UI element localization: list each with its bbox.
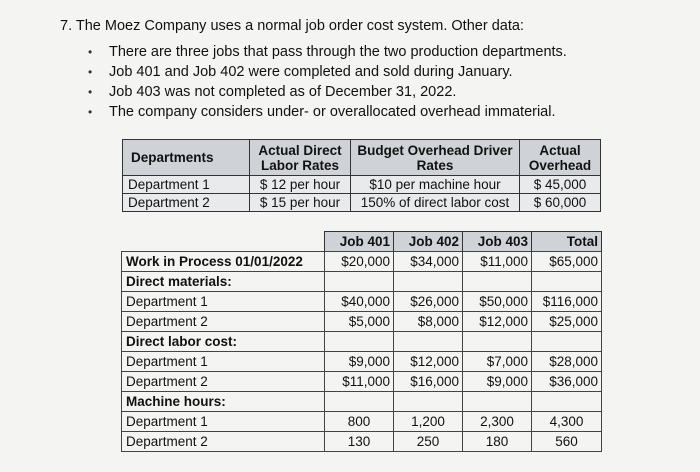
cell: $7,000 — [463, 352, 532, 372]
col-header-actual-overhead: Actual Overhead — [520, 140, 601, 176]
col-header-job-401: Job 401 — [325, 232, 394, 252]
table-row — [122, 292, 602, 312]
cell: 4,300 — [532, 412, 602, 432]
row-label: Department 1 — [122, 292, 325, 312]
row-label: Department 1 — [122, 412, 325, 432]
cell: $10 per machine hour — [351, 176, 520, 194]
col-header-departments: Departments — [123, 140, 250, 176]
cell: $8,000 — [394, 312, 463, 332]
cell: $36,000 — [532, 372, 602, 392]
cell: 1,200 — [394, 412, 463, 432]
bullet-item: • Job 401 and Job 402 were completed and sold during January. — [88, 62, 567, 82]
bullet-list — [88, 42, 567, 122]
cell: $11,000 — [325, 372, 394, 392]
cell: $116,000 — [532, 292, 602, 312]
bullet-item: • There are three jobs that pass through the two production departments. — [88, 42, 567, 62]
bullet-item: • The company considers under- or overallocated overhead immaterial. — [88, 102, 567, 122]
jobs-table — [121, 231, 602, 452]
cell: $40,000 — [325, 292, 394, 312]
row-label: Work in Process 01/01/2022 — [122, 252, 325, 272]
cell: $16,000 — [394, 372, 463, 392]
cell: Department 2 — [123, 194, 250, 212]
table-row — [122, 372, 602, 392]
cell: $25,000 — [532, 312, 602, 332]
cell: $ 12 per hour — [250, 176, 351, 194]
row-label: Department 2 — [122, 312, 325, 332]
cell: $12,000 — [463, 312, 532, 332]
cell: $11,000 — [463, 252, 532, 272]
cell: $12,000 — [394, 352, 463, 372]
cell: $5,000 — [325, 312, 394, 332]
cell: 250 — [394, 432, 463, 452]
table-row — [123, 194, 601, 212]
cell: Department 1 — [123, 176, 250, 194]
table-row — [122, 432, 602, 452]
col-header-job-402: Job 402 — [394, 232, 463, 252]
cell: 2,300 — [463, 412, 532, 432]
cell: $65,000 — [532, 252, 602, 272]
col-header-job-403: Job 403 — [463, 232, 532, 252]
cell: $ 15 per hour — [250, 194, 351, 212]
cell: $9,000 — [325, 352, 394, 372]
col-header-labor-rates: Actual Direct Labor Rates — [250, 140, 351, 176]
cell: 560 — [532, 432, 602, 452]
table-row — [122, 392, 602, 412]
table-row — [122, 332, 602, 352]
col-header-overhead-rates: Budget Overhead Driver Rates — [351, 140, 520, 176]
cell: $20,000 — [325, 252, 394, 272]
table-row — [122, 312, 602, 332]
section-label: Machine hours: — [122, 392, 325, 412]
cell: $50,000 — [463, 292, 532, 312]
cell: $28,000 — [532, 352, 602, 372]
table-row — [122, 272, 602, 292]
table-row — [122, 412, 602, 432]
cell: $ 45,000 — [520, 176, 601, 194]
cell: 180 — [463, 432, 532, 452]
table-row — [123, 176, 601, 194]
section-label: Direct labor cost: — [122, 332, 325, 352]
row-label: Department 2 — [122, 432, 325, 452]
problem-statement: 7. The Moez Company uses a normal job order cost system. Other data: — [60, 18, 524, 34]
row-label: Department 2 — [122, 372, 325, 392]
bullet-item: • Job 403 was not completed as of December 31, 2022. — [88, 82, 567, 102]
section-label: Direct materials: — [122, 272, 325, 292]
table-row — [122, 252, 602, 272]
table-row — [122, 352, 602, 372]
row-label: Department 1 — [122, 352, 325, 372]
col-header-total: Total — [532, 232, 602, 252]
cell: $9,000 — [463, 372, 532, 392]
cell: $34,000 — [394, 252, 463, 272]
cell: $26,000 — [394, 292, 463, 312]
cell: 150% of direct labor cost — [351, 194, 520, 212]
rates-table — [122, 139, 601, 212]
cell: $ 60,000 — [520, 194, 601, 212]
cell: 800 — [325, 412, 394, 432]
cell: 130 — [325, 432, 394, 452]
